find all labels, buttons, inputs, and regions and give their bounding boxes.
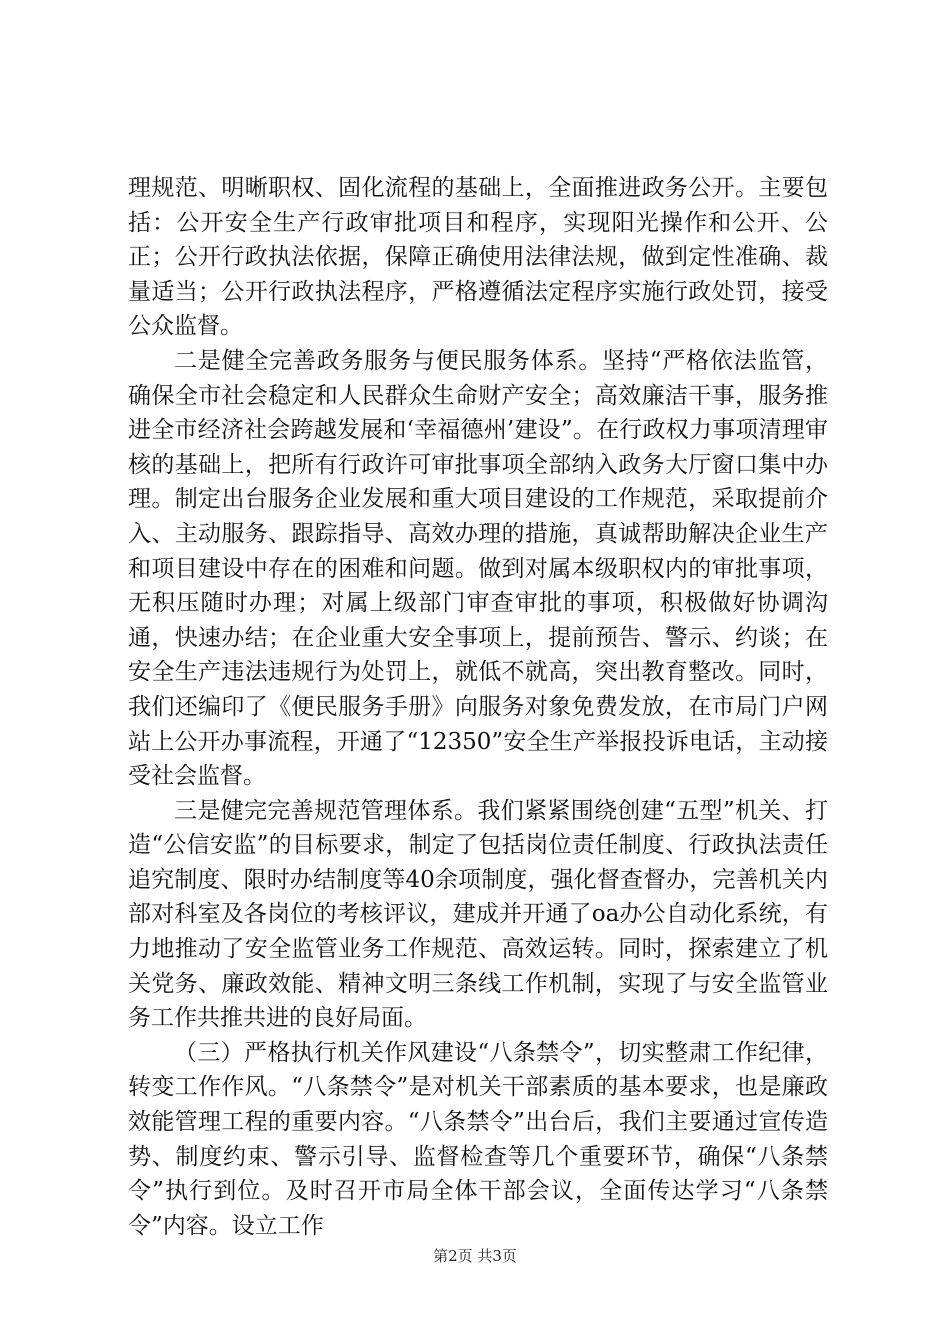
document-body (128, 171, 828, 1243)
page-number-footer: 第2页 共3页 (433, 1247, 517, 1265)
paragraph-management-system: 三是健完完善规范管理体系。我们紧紧围绕创建“五型”机关、打造“公信安监”的目标要求，制定了包括岗位责任制度、行政执法责任追究制度、限时办结制度等40余项制度，强化督查督办，完善机关内部对科室及各岗位的考核评议，建成并开通了oa办公自动化系统，有力地推动了安全监管业务工作规范、高效运转。同时，探索建立了机关党务、廉政效能、精神文明三条线工作机制，实现了与安全监管业务工作共推共进的良好局面。 (128, 797, 828, 1032)
paragraph-continuation: 理规范、明晰职权、固化流程的基础上，全面推进政务公开。主要包括：公开安全生产行政审批项目和程序，实现阳光操作和公开、公正；公开行政执法依据，保障正确使用法律法规，做到定性准确、裁量适当；公开行政执法程序，严格遵循法定程序实施行政处罚，接受公众监督。 (128, 175, 828, 340)
paragraph-service-system: 二是健全完善政务服务与便民服务体系。坚持“严格依法监管，确保全市社会稳定和人民群众生命财产安全；高效廉洁干事，服务推进全市经济社会跨越发展和‘幸福德州’建设”。在行政权力事项清理审核的基础上，把所有行政许可审批事项全部纳入政务大厅窗口集中办理。制定出台服务企业发展和重大项目建设的工作规范，采取提前介入、主动服务、跟踪指导、高效办理的措施，真诚帮助解决企业生产和项目建设中存在的困难和问题。做到对属本级职权内的审批事项，无积压随时办理；对属上级部门审查审批的事项，积极做好协调沟通，快速办结；在企业重大安全事项上，提前预告、警示、约谈；在安全生产违法违规行为处罚上，就低不就高，突出教育整改。同时，我们还编印了《便民服务手册》向服务对象免费发放，在市局门户网站上公开办事流程，开通了“12350”安全生产举报投诉电话，主动接受社会监督。 (128, 347, 828, 790)
paragraph-eight-prohibitions: （三）严格执行机关作风建设“八条禁令”，切实整肃工作纪律，转变工作作风。“八条禁令”是对机关干部素质的基本要求，也是廉政效能管理工程的重要内容。“八条禁令”出台后，我们主要通过宣传造势、制度约束、警示引导、监督检查等几个重要环节，确保“八条禁令”执行到位。及时召开市局全体干部会议，全面传达学习“八条禁令”内容。设立工作 (128, 1039, 828, 1239)
